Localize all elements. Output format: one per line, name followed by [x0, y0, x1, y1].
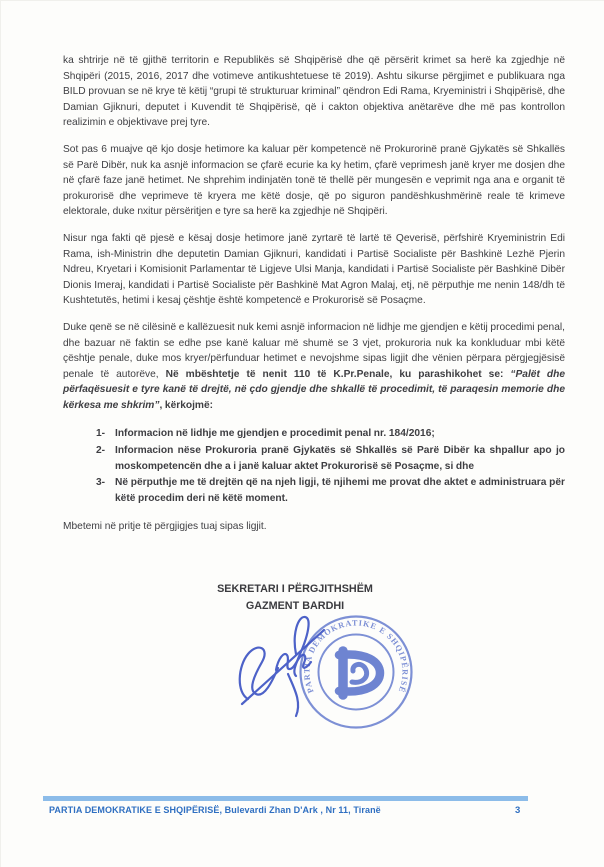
list-item-text: Informacion në lidhje me gjendjen e procedimit penal nr. 184/2016; [115, 428, 435, 440]
text-segment: Duke qenë se në cilësinë e kallëzuesit nuk kemi asnjë informacion në lidhje me gjendjen e këtij procedimi penal, dhe bazuar në faktin se edhe pse kanë kaluar më shumë se 3 vjet, prokuroria nuk ka konkluduar mbi këtë çështje penale, duke mos kryer/përfunduar hetimet e nevojshme sipas ligjit dhe vënien përpara përgjegjësisë penale të autorëve, [63, 321, 565, 380]
paragraph: Sot pas 6 muajve që kjo dosje hetimore ka kaluar për kompetencë në Prokurorinë pranë Gjykatës së Shkallës së Parë Dibër, nuk ka asnjë informacion se çfarë ecurie ka ky hetim, çfarë veprimesh janë kryer me dosjen dhe në çfarë faze janë hetimet. Ne shprehim indinjatën tonë të thellë për mungesën e veprimit nga ana e organit të prokurorisë dhe veprimeve të kryera me këtë dosje, që po siguron pandëshkushmërinë reale të krimeve elektorale, duke nxitur përsëritjen e tyre sa herë ka zgjedhje në Shqipëri. [63, 143, 565, 218]
text-segment: Në mbështetje të nenit 110 të K.Pr.Penale, ku parashikohet se: [165, 368, 511, 380]
closing-line: Mbetemi në pritje të përgjigjes tuaj sipas ligjit. [63, 521, 267, 533]
list-item-text: Në përputhje me të drejtën që na njeh ligji, të njihemi me provat dhe aktet e administruara për këtë procedim deri në këtë moment. [115, 477, 565, 504]
list-item-marker: 3- [96, 477, 106, 489]
text-segment: “Palët dhe përfaqësuesit e tyre kanë të drejtë, në çdo gjendje dhe shkallë të procedimit, të paraqesin memorie dhe kërkesa me shkrim” [63, 368, 565, 411]
paragraph: ka shtrirje në të gjithë territorin e Republikës së Shqipërisë dhe që përsërit krimet sa herë ka zgjedhje në Shqipëri (2015, 2016, 2017 dhe votimeve antikushtetuese të 2019). Ashtu sikurse përgjimet e publikuara nga BILD provuan se në krye të këtij “grupi të strukturuar kriminal” qëndron Edi Rama, Kryeministri i Shqipërisë, dhe Damian Gjiknuri, deputet i Kuvendit të Shqipërisë, që i cakton objektiva anëtarëve dhe më pas kontrollon realizimin e objektivave prej tyre. [63, 55, 565, 129]
request-list-item [63, 426, 565, 442]
request-list [63, 426, 565, 506]
page-number: 3 [515, 805, 521, 816]
list-item-text: Informacion nëse Prokuroria pranë Gjykatës së Shkallës së Parë Dibër ka shpallur apo jo moskompetencën dhe a i janë kaluar aktet Prokurorisë së Posaçme, si dhe [115, 445, 565, 472]
letter-body [63, 53, 565, 546]
request-list-item [63, 443, 565, 474]
signatory-title: SEKRETARI I PËRGJITHSHËM [217, 583, 373, 595]
request-list-item [63, 475, 565, 506]
list-item-marker: 1- [96, 428, 106, 440]
text-segment: , kërkojmë: [159, 399, 214, 411]
paragraph: Nisur nga fakti që pjesë e kësaj dosje hetimore janë zyrtarë të lartë të Qeverisë, përfshirë Kryeministrin Edi Rama, ish-Ministrin dhe deputetin Damian Gjiknuri, kandidati i Partisë Socialiste për Bashkinë Lezhë Pjerin Ndreu, Kryetari i Komisionit Parlamentar të Ligjeve Ulsi Manja, kandidati i Partisë Socialiste për Bashkinë Dibër Dionis Imeraj, kandidati i Partisë Socialiste për Bashkinë Mat Agron Malaj, etj, në përputhje me nenin 148/dh të Kushtetutës, hetimi i kesaj çështje është kompetencë e Prokurorisë së Posaçme. [63, 232, 565, 307]
footer-divider-line [43, 796, 528, 801]
pd-logo-icon [339, 651, 380, 695]
stamp-ring-text: PARTIA DEMOKRATIKE E SHQIPËRISË [302, 618, 410, 695]
handwritten-signature [227, 604, 339, 726]
signatory-name: GAZMENT BARDHI [245, 600, 345, 612]
footer-address: PARTIA DEMOKRATIKE E SHQIPËRISË, Bulevardi Zhan D'Ark , Nr 11, Tiranë [49, 805, 381, 815]
list-item-marker: 2- [96, 445, 106, 457]
request-intro-paragraph [63, 320, 565, 414]
